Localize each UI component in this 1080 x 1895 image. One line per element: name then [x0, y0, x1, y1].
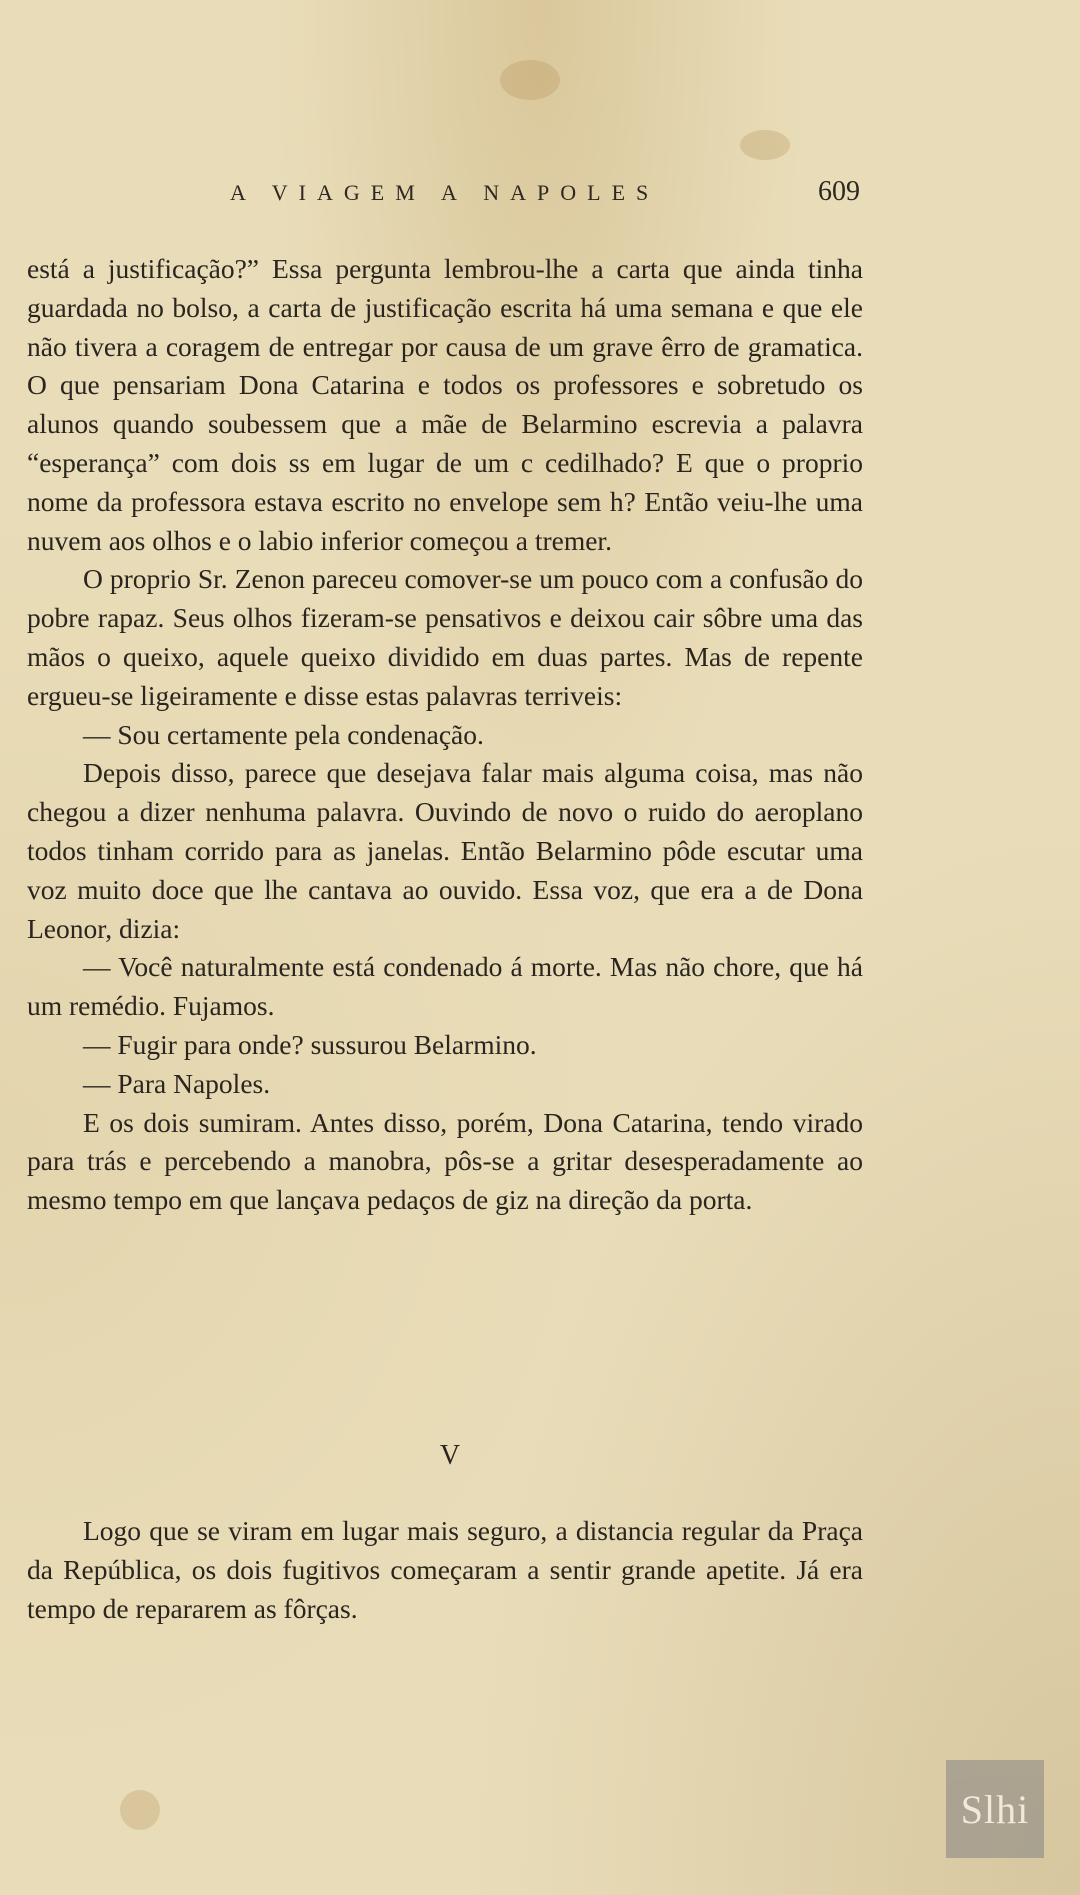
dialogue-line: — Para Napoles. — [83, 1067, 271, 1099]
paragraph: Logo que se viram em lugar mais seguro, a distancia regular da Praça da República, os dois fugitivos começaram a sentir grande apetite. Já era tempo de repararem as fôrças. — [27, 1515, 863, 1624]
body-text — [27, 250, 863, 1220]
section-text — [27, 1512, 863, 1628]
dialogue-line: — Sou certamente pela condenação. — [83, 718, 484, 750]
section-heading: V — [439, 1440, 461, 1471]
paragraph: está a justificação?” Essa pergunta lembrou-lhe a carta que ainda tinha guardada no bolso, a carta de justificação escrita há uma semana e que ele não tivera a coragem de entregar por causa de um grave êrro de gramatica. O que pensariam Dona Catarina e todos os professores e sobretudo os alunos quando soubessem que a mãe de Belarmino escrevia a palavra “esperança” com dois ss em lugar de um c cedilhado? E que o proprio nome da professora estava escrito no envelope sem h? Então veiu-lhe uma nuvem aos olhos e o labio inferior começou a tremer. — [27, 253, 863, 556]
running-title: A VIAGEM A NAPOLES — [230, 180, 660, 205]
dialogue-line: — Fugir para onde? sussurou Belarmino. — [83, 1028, 537, 1060]
paragraph: E os dois sumiram. Antes disso, porém, Dona Catarina, tendo virado para trás e percebendo a manobra, pôs-se a gritar desesperadamente ao mesmo tempo em que lançava pedaços de giz na direção da porta. — [27, 1106, 863, 1216]
page-number: 609 — [818, 176, 860, 207]
paper-stain — [120, 1790, 160, 1830]
page-header — [230, 176, 860, 216]
dialogue-line: — Você naturalmente está condenado á morte. Mas não chore, que há um remédio. Fujamos. — [27, 951, 863, 1022]
library-watermark — [946, 1760, 1044, 1858]
paper-stain — [500, 60, 560, 100]
paragraph: O proprio Sr. Zenon pareceu comover-se um pouco com a confusão do pobre rapaz. Seus olhos fizeram-se pensativos e deixou cair sôbre uma das mãos o queixo, aquele queixo dividido em duas partes. Mas de repente ergueu-se ligeiramente e disse estas palavras terriveis: — [27, 563, 863, 711]
paper-stain — [740, 130, 790, 160]
paragraph: Depois disso, parece que desejava falar mais alguma coisa, mas não chegou a dizer nenhuma palavra. Ouvindo de novo o ruido do aeroplano todos tinham corrido para as janelas. Então Belarmino pôde escutar uma voz muito doce que lhe cantava ao ouvido. Essa voz, que era a de Dona Leonor, dizia: — [27, 757, 863, 944]
watermark-logo: Slhi — [960, 1786, 1030, 1832]
